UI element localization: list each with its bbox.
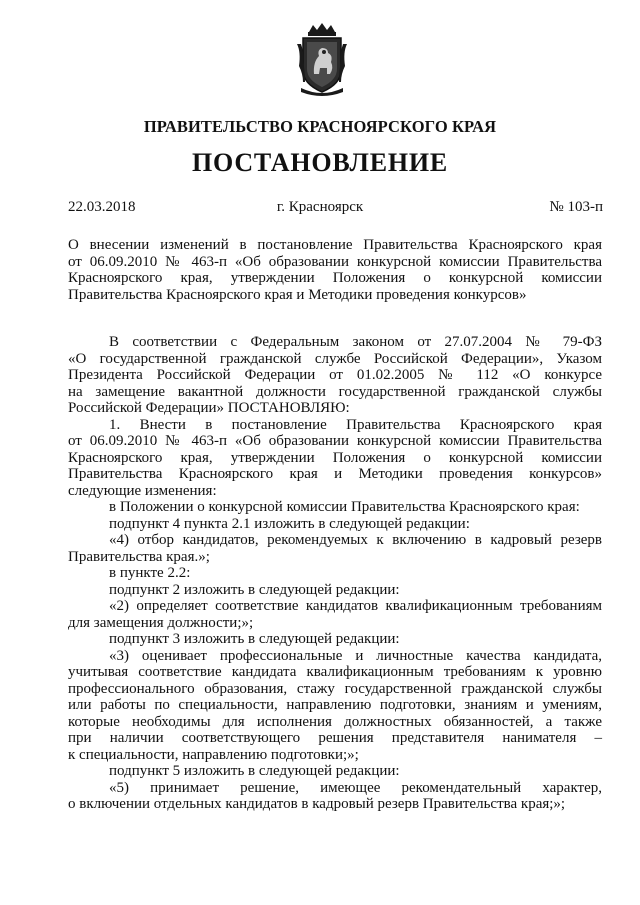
title-line: О внесении изменений в постановление Правительства Красноярского края (68, 237, 602, 253)
document-type: ПОСТАНОВЛЕНИЕ (191, 148, 449, 177)
body-line: от 06.09.2010 № 463-п «Об образовании конкурсной комиссии Правительства (68, 433, 602, 449)
body-line: 1. Внести в постановление Правительства Красноярского края (109, 416, 602, 433)
body-line: Правительства края.»; (68, 548, 210, 565)
body-line: при наличии соответствующего решения представителя нанимателя – (68, 730, 602, 746)
coat-of-arms-icon (295, 22, 349, 96)
body-line: «4) отбор кандидатов, рекомендуемых к включению в кадровый резерв (109, 532, 602, 548)
body-line: на замещение вакантной должности государственной гражданской службы (68, 383, 602, 400)
body-line: «О государственной гражданской службе Российской Федерации», Указом (68, 350, 602, 367)
body-line: «3) оценивает профессиональные и личностные качества кандидата, (109, 647, 602, 664)
body-line: для замещения должности;»; (68, 614, 254, 631)
body-line: подпункт 4 пункта 2.1 изложить в следующей редакции: (109, 515, 470, 532)
body-line: подпункт 3 изложить в следующей редакции: (109, 631, 400, 647)
body-line: в пункте 2.2: (109, 565, 191, 581)
title-line: Правительства Красноярского края и Методики проведения конкурсов» (68, 286, 527, 303)
document-body (68, 334, 602, 813)
body-line: Российской Федерации» ПОСТАНОВЛЯЮ: (68, 400, 350, 416)
document-date: 22.03.2018 (68, 199, 136, 215)
body-line: к специальности, направлению подготовки;»; (68, 746, 359, 763)
body-line: о включении отдельных кандидатов в кадровый резерв Правительства края;»; (68, 796, 566, 812)
body-line: профессионального образования, стажу государственной гражданской службы (68, 680, 602, 697)
body-line: в Положении о конкурсной комиссии Правительства Красноярского края: (109, 499, 580, 515)
body-line: следующие изменения: (68, 482, 217, 499)
body-line: которые необходимы для исполнения должностных обязанностей, а также (68, 713, 602, 730)
body-line: «5) принимает решение, имеющее рекомендательный характер, (109, 779, 602, 796)
title-line: Красноярского края, утверждении Положения о конкурсной комиссии (68, 270, 602, 286)
body-line: Президента Российской Федерации от 01.02.2005 № 112 «О конкурсе (68, 367, 602, 383)
body-line: подпункт 5 изложить в следующей редакции: (109, 763, 400, 779)
body-line: или работы по специальности, направлению подготовки, знаниям и умениям, (68, 697, 602, 713)
document-title (68, 237, 602, 303)
body-line: В соответствии с Федеральным законом от 27.07.2004 № 79-ФЗ (109, 334, 602, 350)
document-number: № 103-п (549, 199, 603, 215)
document-city: г. Красноярск (276, 199, 364, 215)
body-line: «2) определяет соответствие кандидатов квалификационным требованиям (109, 598, 602, 614)
body-line: учитывая соответствие кандидата квалификационным требованиям к уровню (68, 664, 602, 680)
body-line: подпункт 2 изложить в следующей редакции: (109, 581, 400, 598)
body-line: Правительства Красноярского края и Методики проведения конкурсов» (68, 466, 602, 482)
body-line: Красноярского края, утверждении Положения о конкурсной комиссии (68, 449, 602, 466)
government-name: ПРАВИТЕЛЬСТВО КРАСНОЯРСКОГО КРАЯ (143, 117, 497, 136)
title-line: от 06.09.2010 № 463-п «Об образовании конкурсной комиссии Правительства (68, 253, 602, 270)
